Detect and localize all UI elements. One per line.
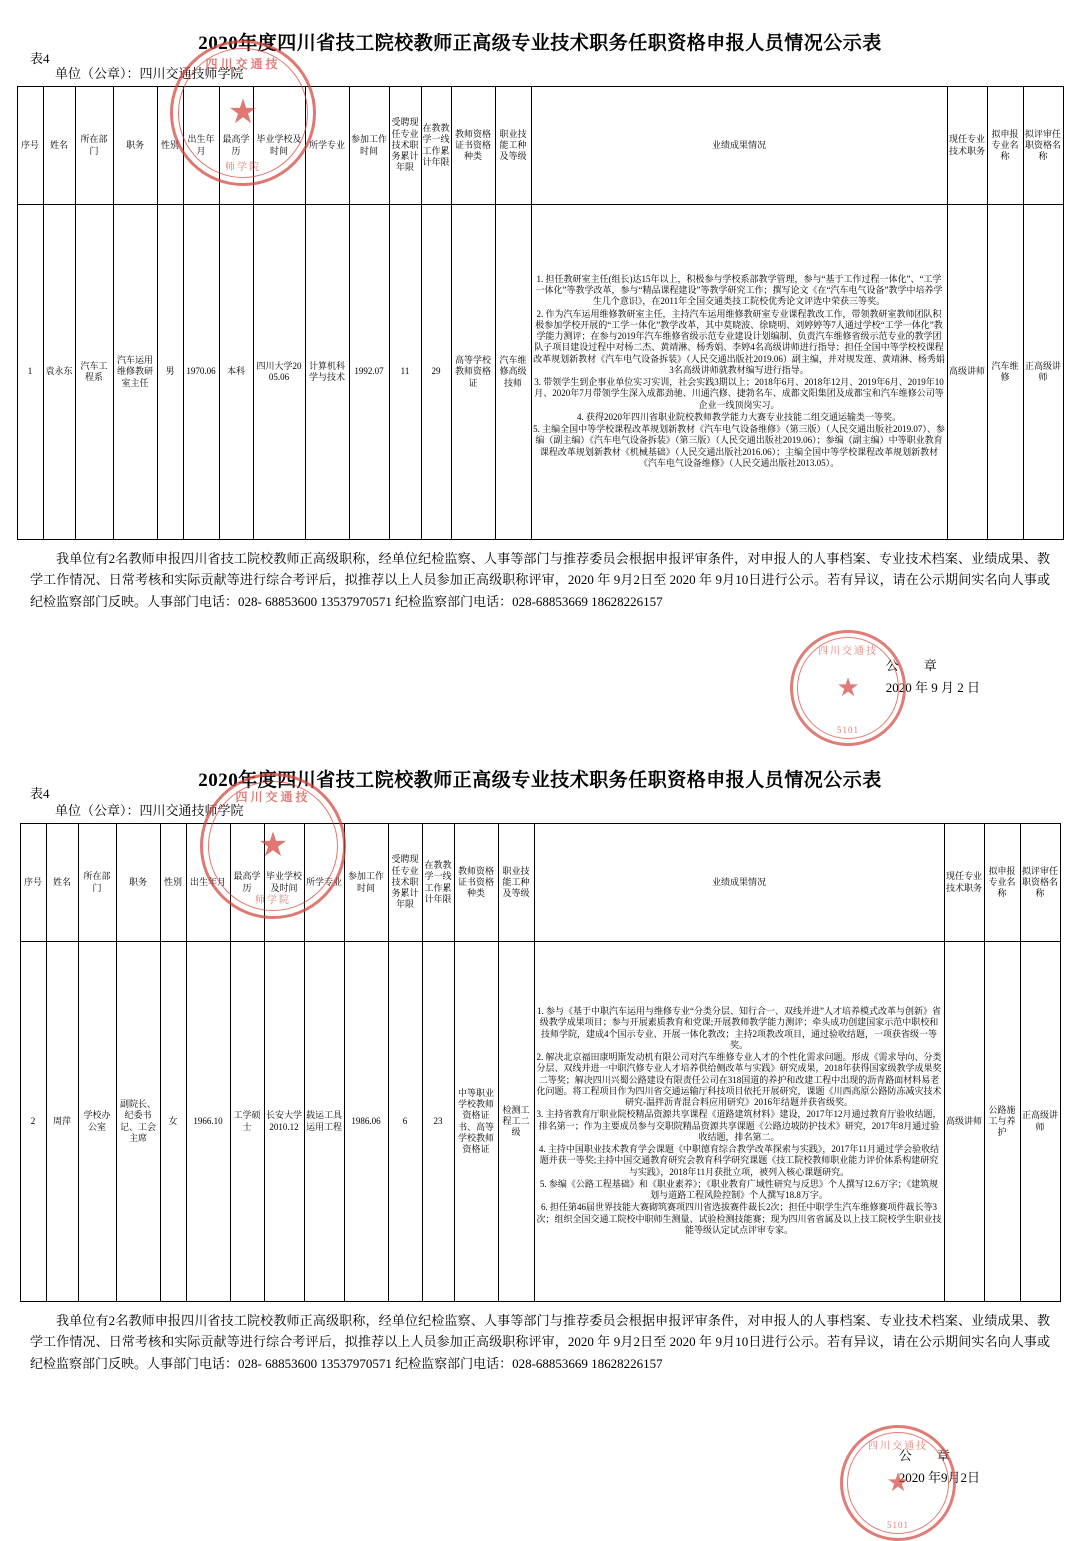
cell-major: 载运工具运用工程 [304,942,344,1302]
col-years-post: 受聘现任专业技术职务累计年限 [389,87,421,205]
achievement-item: 4. 主持中国职业技术教育学会课题《中职德育综合教学改革探索与实践》，2017年11月通过学会验收结题并获一等奖;主持中国交通教育研究会教育科学研究课题《技工院校教师职业能力评价体系构建研究与实践》，2018年11月获批立项，被列入核心课题研究。 [538,1144,940,1177]
cell-work-start: 1986.06 [344,942,388,1302]
seal-star-icon: ★ [257,827,289,864]
achievement-item: 3. 带领学生到企事业单位实习实训，社会实践3期以上；2018年6月、2018年12月、2019年6月、2019年10月、2020年7月带领学生深入成都劲驰、川通汽修、捷勃名车、成都文阳集团及成都宝和汽车维修公司等企业一线顶岗实习。 [534,377,944,410]
col-no: 序号 [17,87,43,205]
cell-apply-major: 汽车维修 [987,205,1023,540]
col-name: 姓名 [43,87,75,205]
cell-no: 2 [20,942,46,1302]
col-work-start: 参加工作时间 [344,824,388,942]
cell-years-teaching: 23 [422,942,454,1302]
achievement-item: 2. 解决北京福田康明斯发动机有限公司对汽车维修专业人才的个性化需求问题。形成《需求导向、分类分层、双线并进一中职汽修专业人才培养供给侧改革与实践》研究成果，2018年获得国家级教学成果奖二等奖；解决四川兴蜀公路建设有限责任公司在318国道的养护和改建工程中出现的沥青路面材料易老化问题。将工程项目作为四川省交通运输厅科技项目依托开展研究，课题《川西高原公路防冻减灾技术研究-温拌沥青混合料应用研究》2016年结题并获省级奖。 [536,1052,942,1107]
col-years-teaching: 在教教学一线工作累计年限 [422,824,454,942]
page-title: 2020年度四川省技工院校教师正高级专业技术职务任职资格申报人员情况公示表 [198,33,882,54]
table-row [17,205,1063,540]
col-achievements: 业绩成果情况 [534,824,944,942]
cell-years-post: 6 [388,942,422,1302]
cell-gender: 男 [157,205,183,540]
col-gender: 性别 [160,824,186,942]
col-school: 毕业学校及时间 [253,87,305,205]
seal-star-icon: ★ [886,1468,910,1497]
cell-years-post: 11 [389,205,421,540]
unit-line: 单位（公章）：四川交通技师学院 [55,66,244,81]
cell-birth: 1970.06 [183,205,219,540]
table-row [20,942,1060,1302]
cell-no: 1 [17,205,43,540]
form-label: 表4 [30,51,50,66]
seal-bottom-text: 师学院 [255,895,291,906]
seal-bottom-text: 5101 [837,725,859,735]
footnote-1 [30,548,1050,612]
achievement-item: 4. 获得2020年四川省职业院校教师教学能力大赛专业技能二组交通运输类一等奖。 [576,411,901,422]
seal-star-icon: ★ [227,94,259,131]
cell-skill-level: 检测工程工二级 [498,942,534,1302]
signature-date: 2020 年9月2日 [898,1470,980,1486]
col-birth: 出生年月 [183,87,219,205]
cell-cert-type: 中等职业学校教师资格证书、高等学校教师资格证 [454,942,498,1302]
achievement-item: 1. 担任教研室主任(组长)达15年以上，积极参与学校系部教学管理，参与“基于工作过程一体化”、“工学一体化”等教学改革，参与“精品课程建设”等教学研究工作；撰写论文《在“汽车电气设备”教学中培养学生几个意识》，在2011年全国交通类技工院校优秀论文评选中荣获三等奖。 [535,273,943,307]
col-apply-major: 拟申报专业名称 [987,87,1023,205]
cell-school: 长安大学2010.12 [264,942,304,1302]
col-dept: 所在部门 [75,87,113,205]
signature-block-1 [886,655,980,699]
cell-education: 本科 [219,205,253,540]
cell-current-post: 高级讲师 [947,205,987,540]
cell-achievements [531,205,947,540]
col-major: 所学专业 [304,824,344,942]
footnote-2 [30,1310,1050,1374]
seal-bottom-text: 5101 [887,1520,909,1530]
cell-gender: 女 [160,942,186,1302]
col-apply-major: 拟申报专业名称 [984,824,1020,942]
cell-dept: 汽车工程系 [75,205,113,540]
col-major: 所学专业 [305,87,349,205]
unit-line: 单位（公章）：四川交通技师学院 [55,803,244,818]
col-name: 姓名 [46,824,78,942]
seal-top-text: 四川交通技 [205,57,281,71]
applicant-table-1 [17,86,1064,540]
cell-major: 计算机科学与技术 [305,205,349,540]
seal-star-icon: ★ [836,673,860,702]
col-education: 最高学历 [219,87,253,205]
achievement-item: 1. 参与《基于中职汽车运用与维修专业“分类分层、知行合一、双线并进”人才培养模式改革与创新》省级教学成果项目；参与开展素质教育和党课;开展教师教学能力测评；牵头成功创建国家示范中职校和技师学院，建成4个国示专业、开展一体化教改；主持2项教改项目，通过验收结题，一项获省级一等奖。 [537,1006,941,1050]
form-label: 表4 [30,786,50,801]
cell-dept: 学校办公室 [78,942,116,1302]
signature-date: 2020 年 9 月 2 日 [885,680,980,696]
cell-name: 袁永东 [43,205,75,540]
cell-cert-type: 高等学校教师资格证 [451,205,495,540]
applicant-table-2 [20,823,1061,1302]
cell-current-post: 高级讲师 [944,942,984,1302]
achievement-item: 6. 担任第46届世界技能大赛砌筑赛项四川省选拔赛件裁长2次；担任中职学生汽车维修赛项件裁长等3次；组织全国交通工院校中职师生测量、试验检测技能赛；现为四川省省属及以上技工院校学生职业技能等级认定试点评审专家。 [536,1202,942,1235]
col-current-post: 现任专业技术职务 [944,824,984,942]
footnote-text: 我单位有2名教师申报四川省技工院校教师正高级职称，经单位纪检监察、人事等部门与推荐委员会根据申报评审条件，对申报人的人事档案、专业技术档案、业绩成果、教学工作情况、日常考核和实际贡献等进行综合考评后，拟推荐以上人员参加正高级职称评审，2020 年 9月2日至 2020 年 9月10日进行公示。若有异议，请在公示期间实名向人事或纪检监察部门反映。人事部门电话：028- 68853600 13537970571 纪检监察部门电话：028-68853669 18628226157 [30,1313,1050,1371]
col-skill-level: 职业技能工种及等级 [498,824,534,942]
col-post: 职务 [113,87,157,205]
cell-school: 四川大学2005.06 [253,205,305,540]
table-header-row [17,87,1063,205]
seal-ring [797,637,899,739]
col-gender: 性别 [157,87,183,205]
col-current-post: 现任专业技术职务 [947,87,987,205]
cell-years-teaching: 29 [421,205,451,540]
col-apply-title: 拟评审任职资格名称 [1020,824,1060,942]
cell-apply-title: 正高级讲师 [1020,942,1060,1302]
col-apply-title: 拟评审任职资格名称 [1023,87,1063,205]
cell-apply-major: 公路施工与养护 [984,942,1020,1302]
cell-post: 汽车运用维修教研室主任 [113,205,157,540]
col-no: 序号 [20,824,46,942]
col-skill-level: 职业技能工种及等级 [495,87,531,205]
cell-skill-level: 汽车维修高级技师 [495,205,531,540]
col-work-start: 参加工作时间 [349,87,389,205]
cell-birth: 1966.10 [186,942,230,1302]
col-achievements: 业绩成果情况 [531,87,947,205]
cell-post: 副院长、纪委书记、工会主席 [116,942,160,1302]
seal-label: 公 章 [885,658,943,673]
achievement-item: 5. 主编全国中等学校课程改革规划新教材《汽车电气设备维修》（第三版）（人民交通出版社2019.07）、参编（副主编）《汽车电气设备拆装》（第三版）（人民交通出版社2019.06）；参编（副主编）中等职业教育课程改革规划新教材《机械基础》（人民交通出版社2016.06）；主编全国中等学校课程改革规划新教材《汽车电气设备维修》（人民交通出版社2013.05）。 [533,424,945,468]
col-years-teaching: 在教教学一线工作累计年限 [421,87,451,205]
col-school: 毕业学校及时间 [264,824,304,942]
footnote-text: 我单位有2名教师申报四川省技工院校教师正高级职称，经单位纪检监察、人事等部门与推荐委员会根据申报评审条件，对申报人的人事档案、专业技术档案、业绩成果、教学工作情况、日常考核和实际贡献等进行综合考评后，拟推荐以上人员参加正高级职称评审，2020 年 9月2日至 2020 年 9月10日进行公示。若有异议，请在公示期间实名向人事或纪检监察部门反映。人事部门电话：028- 68853600 13537970571 纪检监察部门电话：028-68853669 18628226157 [30,551,1050,609]
col-birth: 出生年月 [186,824,230,942]
col-dept: 所在部门 [78,824,116,942]
seal-top-text: 四川交通技 [868,1441,928,1452]
col-post: 职务 [116,824,160,942]
col-cert-type: 教师资格证书资格种类 [454,824,498,942]
table-header-row [20,824,1060,942]
seal-top-text: 四川交通技 [818,646,878,657]
cell-name: 周萍 [46,942,78,1302]
signature-block-2 [899,1445,980,1489]
seal-bottom-text: 师学院 [225,162,261,173]
page-title: 2020年度四川省技工院校教师正高级专业技术职务任职资格申报人员情况公示表 [198,770,882,791]
seal-label: 公 章 [898,1448,956,1463]
achievement-item: 3. 主持省教育厅职业院校精品资源共享课程《道路建筑材料》建设，2017年12月通过教育厅验收结题，排名第一；作为主要成员参与交职院精品资源共享课题《公路边坡防护技术》研究，2017年8月通过验收结题，排名第二。 [536,1109,942,1142]
col-cert-type: 教师资格证书资格种类 [451,87,495,205]
seal-top-text: 四川交通技 [235,790,311,804]
achievement-item: 2. 作为汽车运用维修教研室主任，主持汽车运用维修教研室专业课程教改工作，带领教研室教师团队积极参加学校开展的“工学一体化”教学改革，其中莫晓波、徐晓明、刘婷婷等7人通过学校“工学一体化”教学能力测评；在参与2019年汽车维修省级示范专业建设计划编制、负责汽车维修省级示范专业的教学团队子项目建设过程中对杨二杰、黄靖淋、杨秀娟、李婷4名高级讲师进行指导；担任全国中等学校校课程改革规划新教材《汽车电气设备拆装》（人民交通出版社2019.06）副主编，并对规发莲、黄靖淋、杨秀娟3名高级讲师就教材编写进行指导。 [533,308,945,375]
cell-education: 工学硕士 [230,942,264,1302]
publicity-form-page-1 [0,0,1080,745]
cell-work-start: 1992.07 [349,205,389,540]
cell-achievements [534,942,944,1302]
col-education: 最高学历 [230,824,264,942]
publicity-form-page-2 [0,745,1080,1530]
col-years-post: 受聘现任专业技术职务累计年限 [388,824,422,942]
achievement-item: 5. 参编《公路工程基础》和《职业素养》；《职业教育广域性研究与反思》个人撰写12.6万字；《建筑规划与道路工程风险控制》个人撰写18.8万字。 [539,1178,939,1200]
cell-apply-title: 正高级讲师 [1023,205,1063,540]
